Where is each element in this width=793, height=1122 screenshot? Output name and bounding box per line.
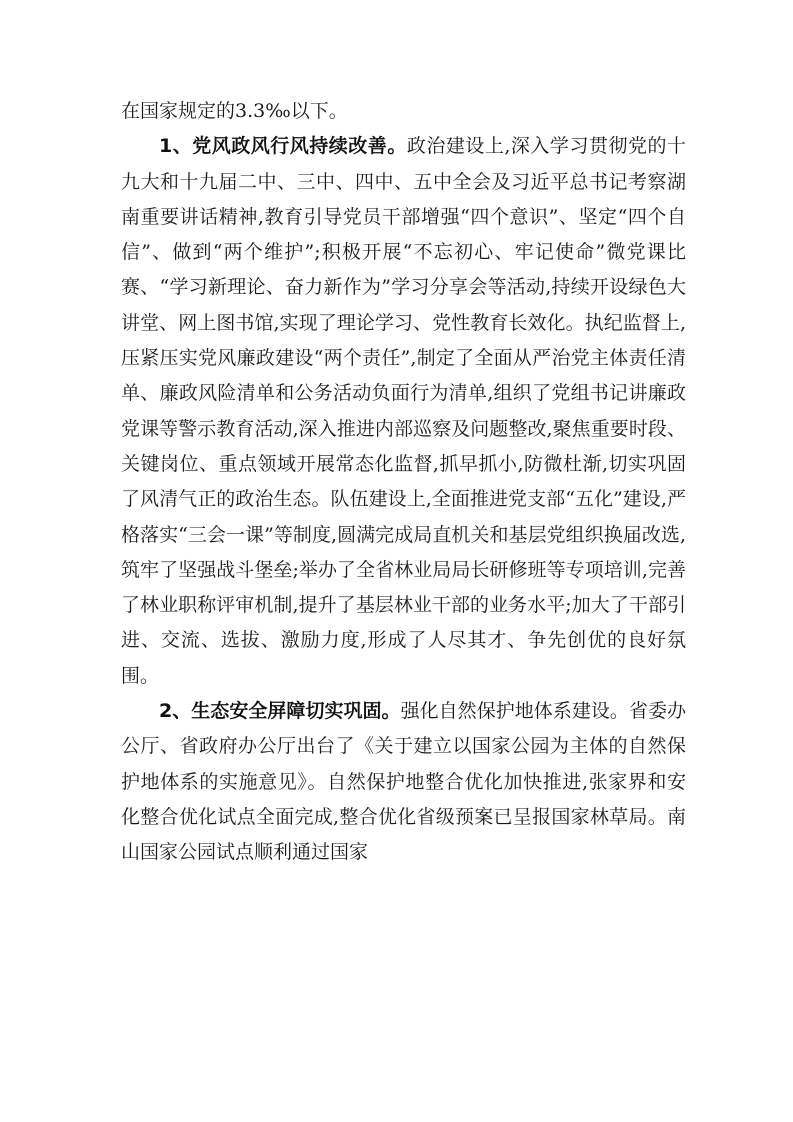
paragraph-heading: 2、生态安全屏障切实巩固。 (159, 700, 401, 723)
paragraph-party-conduct (121, 129, 686, 694)
paragraph-ecological-security (121, 694, 686, 870)
paragraph-body: 在国家规定的3.3‰以下。 (121, 100, 348, 122)
document-body (121, 94, 686, 871)
paragraph-heading: 1、党风政风行风持续改善。 (159, 135, 407, 158)
paragraph-continuation (121, 94, 686, 129)
paragraph-body: 强化自然保护地体系建设。省委办公厅、省政府办公厅出台了《关于建立以国家公园为主体的自然保护地体系的实施意见》。自然保护地整合优化加快推进,张家界和安化整合优化试点全面完成,整合优化省级预案已呈报国家林草局。南山国家公园试点顺利通过国家 (121, 700, 686, 864)
paragraph-body: 政治建设上,深入学习贯彻党的十九大和十九届二中、三中、四中、五中全会及习近平总书记考察湖南重要讲话精神,教育引导党员干部增强“四个意识”、坚定“四个自信”、做到“两个维护”;积极开展“不忘初心、牢记使命”微党课比赛、“学习新理论、奋力新作为”学习分享会等活动,持续开设绿色大讲堂、网上图书馆,实现了理论学习、党性教育长效化。执纪监督上,压紧压实党风廉政建设“两个责任”,制定了全面从严治党主体责任清单、廉政风险清单和公务活动负面行为清单,组织了党组书记讲廉政党课等警示教育活动,深入推进内部巡察及问题整改,聚焦重要时段、关键岗位、重点领域开展常态化监督,抓早抓小,防微杜渐,切实巩固了风清气正的政治生态。队伍建设上,全面推进党支部“五化”建设,严格落实“三会一课”等制度,圆满完成局直机关和基层党组织换届改选,筑牢了坚强战斗堡垒;举办了全省林业局局长研修班等专项培训,完善了林业职称评审机制,提升了基层林业干部的业务水平;加大了干部引进、交流、选拔、激励力度,形成了人尽其才、争先创优的良好氛围。 (121, 135, 686, 687)
